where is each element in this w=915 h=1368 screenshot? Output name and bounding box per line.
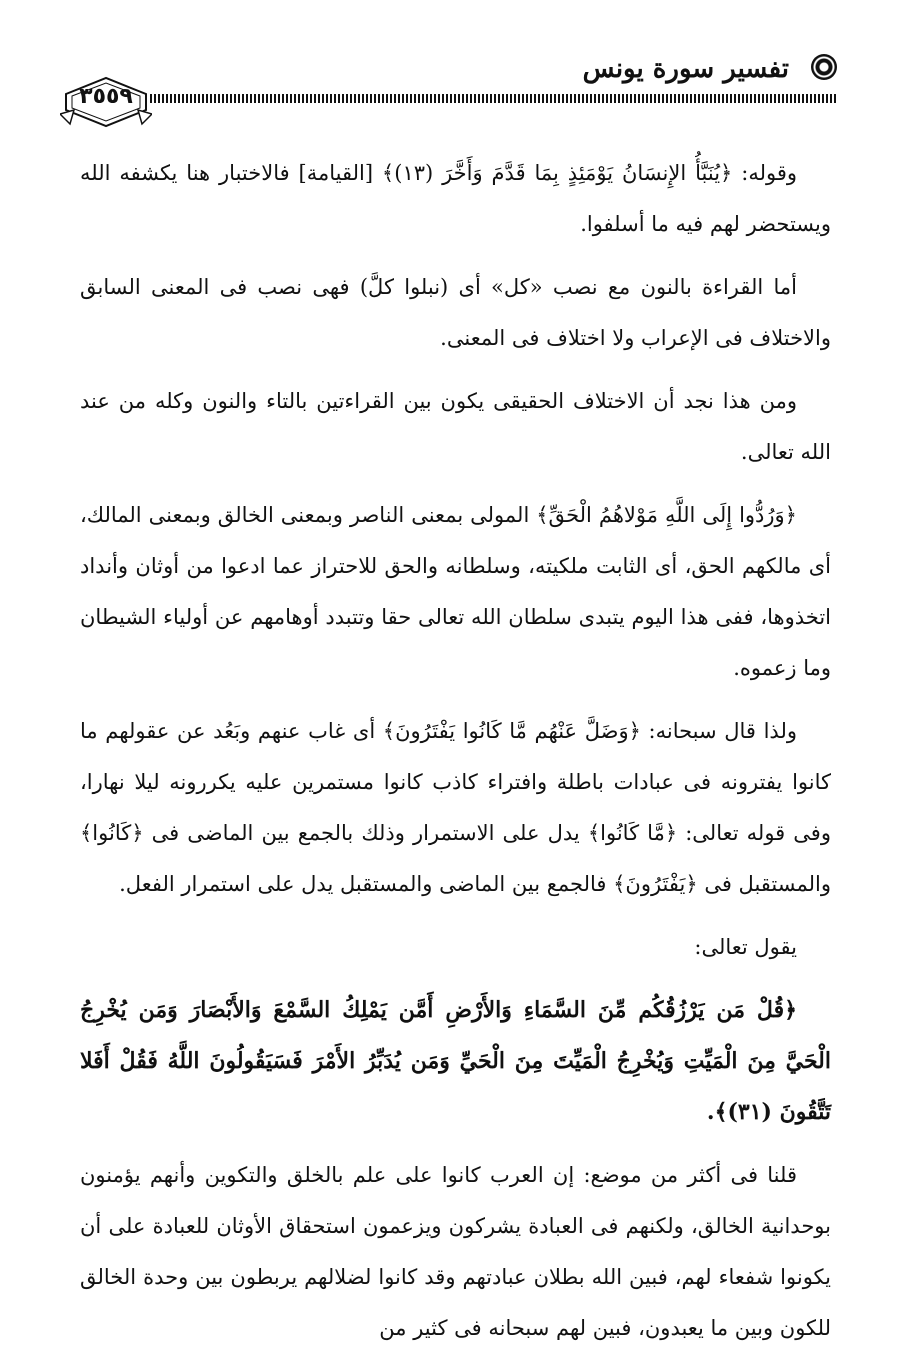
page-number: ٣٥٥٩ <box>79 84 133 109</box>
paragraph: يقول تعالى: <box>694 935 797 959</box>
ornament-icon <box>811 54 837 80</box>
page-header <box>60 44 837 134</box>
paragraph: ﴿وَرُدُّوا إِلَى اللَّهِ مَوْلاهُمُ الْحَقِّ﴾ المولى بمعنى الناصر وبمعنى الخالق وبمعنى المالك، أى مالكهم الحق، أى الثابت ملكيته، وسلطانه والحق للاحتراز عما ادعوا من أوثان وأنداد اتخذوها، ففى هذا اليوم يتبدى سلطان الله تعالى حقا وتتبدد أوهامهم عن أولياء الشيطان وما زعموه. <box>80 503 831 680</box>
header-rule <box>150 94 837 103</box>
page-number-badge <box>60 74 152 132</box>
paragraph: ولذا قال سبحانه: ﴿وَضَلَّ عَنْهُم مَّا كَانُوا يَفْتَرُونَ﴾ أى غاب عنهم وبَعُد عن عقولهم ما كانوا يفترونه فى عبادات باطلة وافتراء كاذب كانوا مستمرين عليه يكررونه ليلا نهارا، وفى قوله تعالى: ﴿مَّا كَانُوا﴾ يدل على الاستمرار وذلك بالجمع بين الماضى فى ﴿كَانُوا﴾ والمستقبل فى ﴿يَفْتَرُونَ﴾ فالجمع بين الماضى والمستقبل يدل على استمرار الفعل. <box>80 719 831 896</box>
paragraph: أما القراءة بالنون مع نصب «كل» أى (نبلوا كلَّ) فهى نصب فى المعنى السابق والاختلاف فى الإعراب ولا اختلاف فى المعنى. <box>80 275 831 350</box>
body-text <box>80 148 831 1366</box>
paragraph: قلنا فى أكثر من موضع: إن العرب كانوا على علم بالخلق والتكوين وأنهم يؤمنون بوحدانية الخالق، ولكنهم فى العبادة يشركون ويزعمون استحقاق الأوثان للعبادة على أن يكونوا شفعاء لهم، فبين الله بطلان عبادتهم وقد كانوا لضلالهم يربطون بين وحدة الخالق للكون وبين ما يعبدون، فبين لهم سبحانه فى كثير من <box>80 1163 831 1340</box>
quran-verse: ﴿قُلْ مَن يَرْزُقُكُم مِّنَ السَّمَاءِ وَالأَرْضِ أَمَّن يَمْلِكُ السَّمْعَ وَالأَبْصَارَ وَمَن يُخْرِجُ الْحَيَّ مِنَ الْمَيِّتِ وَيُخْرِجُ الْمَيِّتَ مِنَ الْحَيِّ وَمَن يُدَبِّرُ الأَمْرَ فَسَيَقُولُونَ اللَّهُ فَقُلْ أَفَلا تَتَّقُونَ (٣١)﴾. <box>80 997 831 1125</box>
running-title: تفسير سورة يونس <box>582 54 789 84</box>
paragraph: وقوله: ﴿يُنَبَّأُ الإِنسَانُ يَوْمَئِذٍ بِمَا قَدَّمَ وَأَخَّرَ (١٣)﴾ [القيامة] فالاختبار هنا يكشفه الله ويستحضر لهم فيه ما أسلفوا. <box>80 161 831 236</box>
paragraph: ومن هذا نجد أن الاختلاف الحقيقى يكون بين القراءتين بالتاء والنون وكله من عند الله تعالى. <box>80 389 831 464</box>
